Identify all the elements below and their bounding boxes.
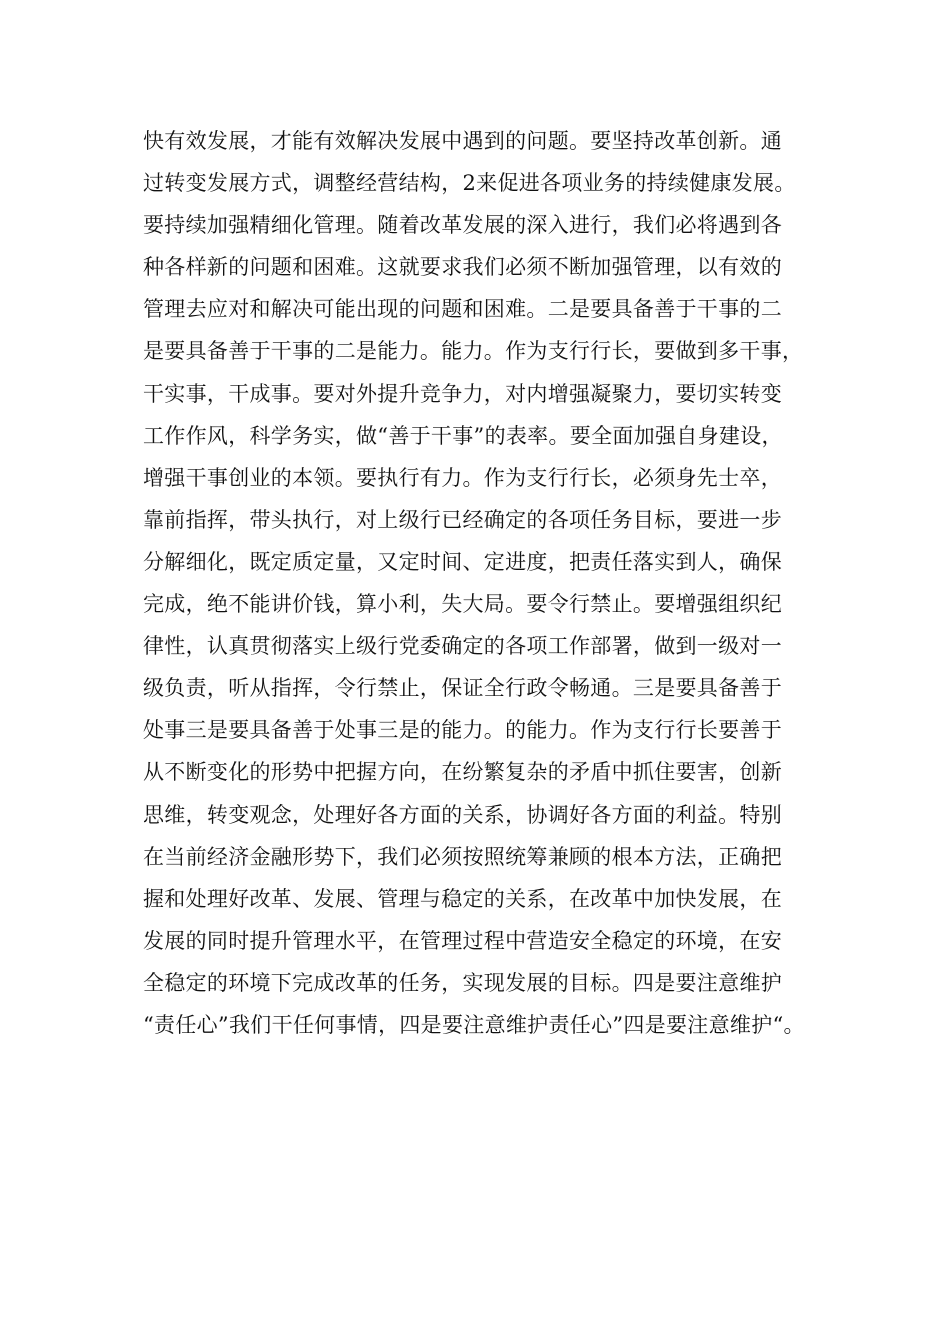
text-line: 过转变发展方式，调整经营结构，2来促进各项业务的持续健康发展。 [143,171,796,196]
text-line: 全稳定的环境下完成改革的任务，实现发展的目标。四是要注意维护 [143,970,782,995]
text-line: 级负责，听从指挥，令行禁止，保证全行政令畅通。三是要具备善于 [143,676,782,701]
text-line: 增强干事创业的本领。要执行有力。作为支行行长，必须身先士卒， [143,465,782,490]
text-line: 握和处理好改革、发展、管理与稳定的关系，在改革中加快发展，在 [143,886,782,911]
text-line: “责任心”我们干任何事情，四是要注意维护责任心”四是要注意维护“。 [143,1012,805,1037]
text-line: 工作作风，科学务实，做“善于干事”的表率。要全面加强自身建设， [143,423,783,448]
text-line: 干实事，干成事。要对外提升竞争力，对内增强凝聚力，要切实转变 [143,381,782,406]
text-line: 从不断变化的形势中把握方向，在纷繁复杂的矛盾中抓住要害，创新 [143,760,782,785]
text-line: 律性，认真贯彻落实上级行党委确定的各项工作部署，做到一级对一 [143,634,782,659]
text-line: 发展的同时提升管理水平，在管理过程中营造安全稳定的环境，在安 [143,928,782,953]
text-line: 分解细化，既定质定量，又定时间、定进度，把责任落实到人，确保 [143,549,782,574]
text-line: 靠前指挥，带头执行，对上级行已经确定的各项任务目标，要进一步 [143,507,782,532]
text-line: 管理去应对和解决可能出现的问题和困难。二是要具备善于干事的二 [143,297,782,322]
text-line: 种各样新的问题和困难。这就要求我们必须不断加强管理，以有效的 [143,255,782,280]
text-line: 在当前经济金融形势下，我们必须按照统筹兼顾的根本方法，正确把 [143,844,782,869]
text-line: 快有效发展，才能有效解决发展中遇到的问题。要坚持改革创新。通 [143,129,782,153]
text-line: 思维，转变观念，处理好各方面的关系，协调好各方面的利益。特别 [143,802,782,827]
text-line: 要持续加强精细化管理。随着改革发展的深入进行，我们必将遇到各 [143,213,782,238]
text-line: 是要具备善于干事的二是能力。能力。作为支行行长，要做到多干事， [143,339,804,364]
text-line: 完成，绝不能讲价钱，算小利，失大局。要令行禁止。要增强组织纪 [143,592,782,617]
document-body [143,120,843,1046]
text-line: 处事三是要具备善于处事三是的能力。的能力。作为支行行长要善于 [143,718,782,743]
